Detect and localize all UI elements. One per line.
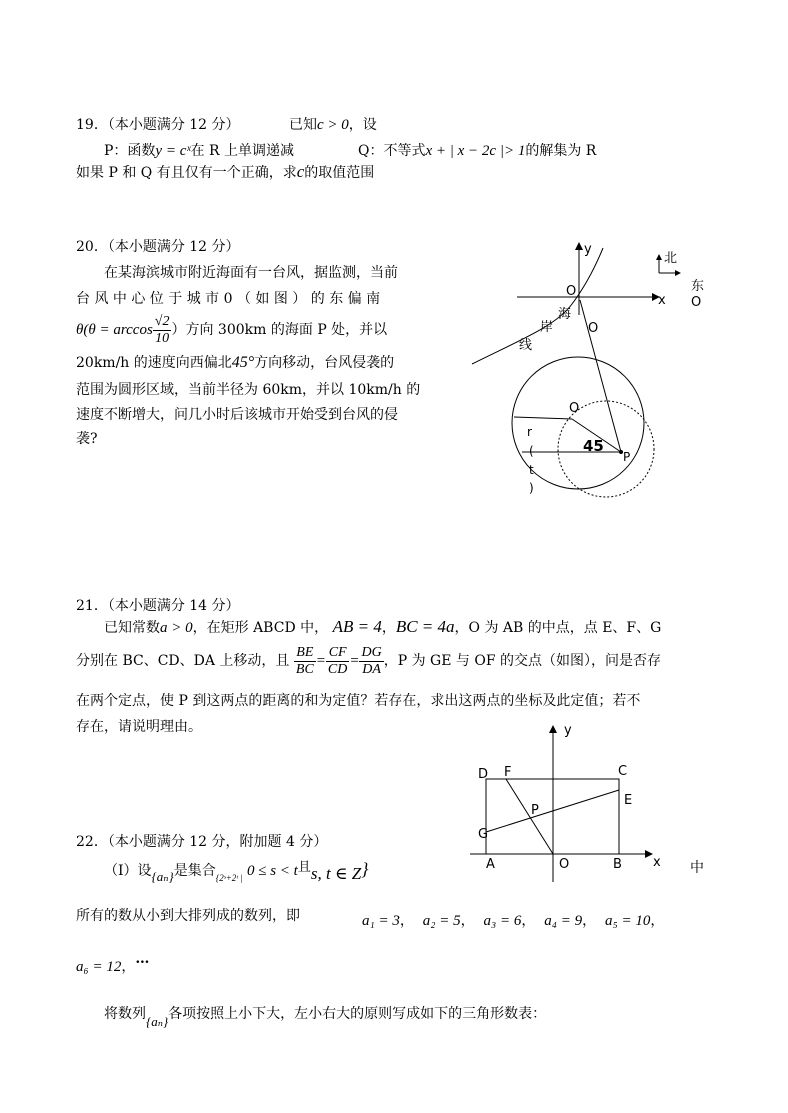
q19-statement-p: P：函数y = cˣ在 R 上单调递减 [104, 143, 295, 159]
q22-terms-line: a₁ = 3， a₂ = 5， a₃ = 6， a₄ = 9， a₅ = 10， [362, 913, 665, 929]
q19-heading: 19．（本小题满分 12 分） [76, 117, 240, 133]
q21-fig-a: A [486, 857, 495, 872]
q21-line3: 在两个定点，使 P 到这两点的距离的和为定值？若存在，求出这两点的坐标及此定值；若不 [76, 693, 641, 709]
q22-line1-end: 中 [690, 860, 704, 876]
q20-fig-o-compass: O [691, 295, 702, 310]
q20-line2: 台 风 中 心 位 于 城 市 0 （ 如 图 ） 的 东 偏 南 [76, 291, 381, 307]
q20-line5: 范围为圆形区域，当前半径为 60km，并以 10km/h 的 [76, 382, 421, 398]
q20-line3: θ(θ = arccos $\frac{√2}{10}$ ）方向 300km 的海面 P 处，并以 [76, 313, 388, 346]
q20-fig-t: t [529, 463, 534, 477]
q20-fig-hai: 海 [558, 307, 572, 322]
q20-line6: 速度不断增大，问几小时后该城市开始受到台风的侵 [76, 407, 398, 423]
q20-fig-north: 北 [664, 251, 678, 266]
q20-line7: 袭? [76, 431, 98, 447]
q20-fig-paren-close: ) [529, 481, 534, 495]
q21-fig-e: E [624, 793, 633, 808]
q21-fig-y: y [564, 723, 572, 738]
q22-line1: （Ⅰ）设{aₙ}是集合$_{\{2ˢ+2ᵗ |}$ 0 ≤ s < t且s, t ∈ Z} [104, 859, 369, 884]
q21-fig-o: O [559, 857, 570, 872]
q20-fig-xian: 线 [519, 338, 533, 353]
q21-line1: 已知常数a > 0，在矩形 ABCD 中， AB = 4，BC = 4a，O 为 AB 的中点，点 E、F、G [104, 617, 662, 636]
q21-fig-d: D [478, 767, 489, 782]
q20-figure [468, 238, 728, 513]
q21-fig-g: G [478, 827, 489, 842]
q20-line4: 20km/h 的速度向西偏北45°方向移动，台风侵袭的 [76, 354, 395, 371]
q20-fig-x: x [658, 293, 666, 308]
q21-fig-p: P [531, 803, 539, 818]
q20-line1: 在某海滨城市附近海面有一台风，据监测，当前 [104, 265, 398, 281]
q21-heading: 21．（本小题满分 14 分） [76, 598, 240, 614]
q22-terms-line2: a₆ = 12，… [76, 951, 150, 975]
q22-heading: 22．（本小题满分 12 分，附加题 4 分） [76, 834, 328, 850]
q20-heading: 20．（本小题满分 12 分） [76, 239, 240, 255]
q21-fig-b: B [613, 857, 622, 872]
q20-fig-paren-open: ( [529, 444, 534, 458]
q22-line2: 所有的数从小到大排列成的数列，即 [76, 908, 300, 924]
q19-question: 如果 P 和 Q 有且仅有一个正确，求c的取值范围 [76, 162, 375, 181]
q19-given: 已知c > 0，设 [289, 117, 377, 133]
q20-fig-an: 岸 [540, 320, 554, 335]
q22-line4: 将数列{aₙ}各项按照上小下大，左小右大的原则写成如下的三角形数表： [104, 1006, 547, 1029]
q19-statement-q: Q：不等式x + | x − 2c |> 1的解集为 R [358, 143, 597, 159]
q21-line4: 存在，请说明理由。 [76, 719, 202, 735]
q21-fig-x: x [653, 855, 661, 870]
q20-fig-r: r [527, 425, 532, 439]
q20-fig-east: 东 [691, 279, 705, 294]
q20-fig-p: P [623, 450, 631, 464]
q21-fig-c: C [618, 764, 628, 779]
q20-fig-o-origin: O [566, 284, 577, 299]
q20-fig-y: y [584, 242, 592, 257]
q21-line2: 分别在 BC、CD、DA 上移动，且 $\frac{BE}{BC}$ = $\frac{CF}{CD}$ = $\frac{DG}{DA}$ ，P 为 GE 与 OF 的交点（如图），问是否存 [76, 644, 661, 677]
q20-fig-o-center: O [569, 401, 580, 416]
q21-fig-f: F [504, 765, 512, 780]
q20-fig-angle: 45 [583, 437, 604, 455]
q20-fig-o-mid: O [588, 321, 599, 336]
q21-figure [470, 718, 720, 888]
